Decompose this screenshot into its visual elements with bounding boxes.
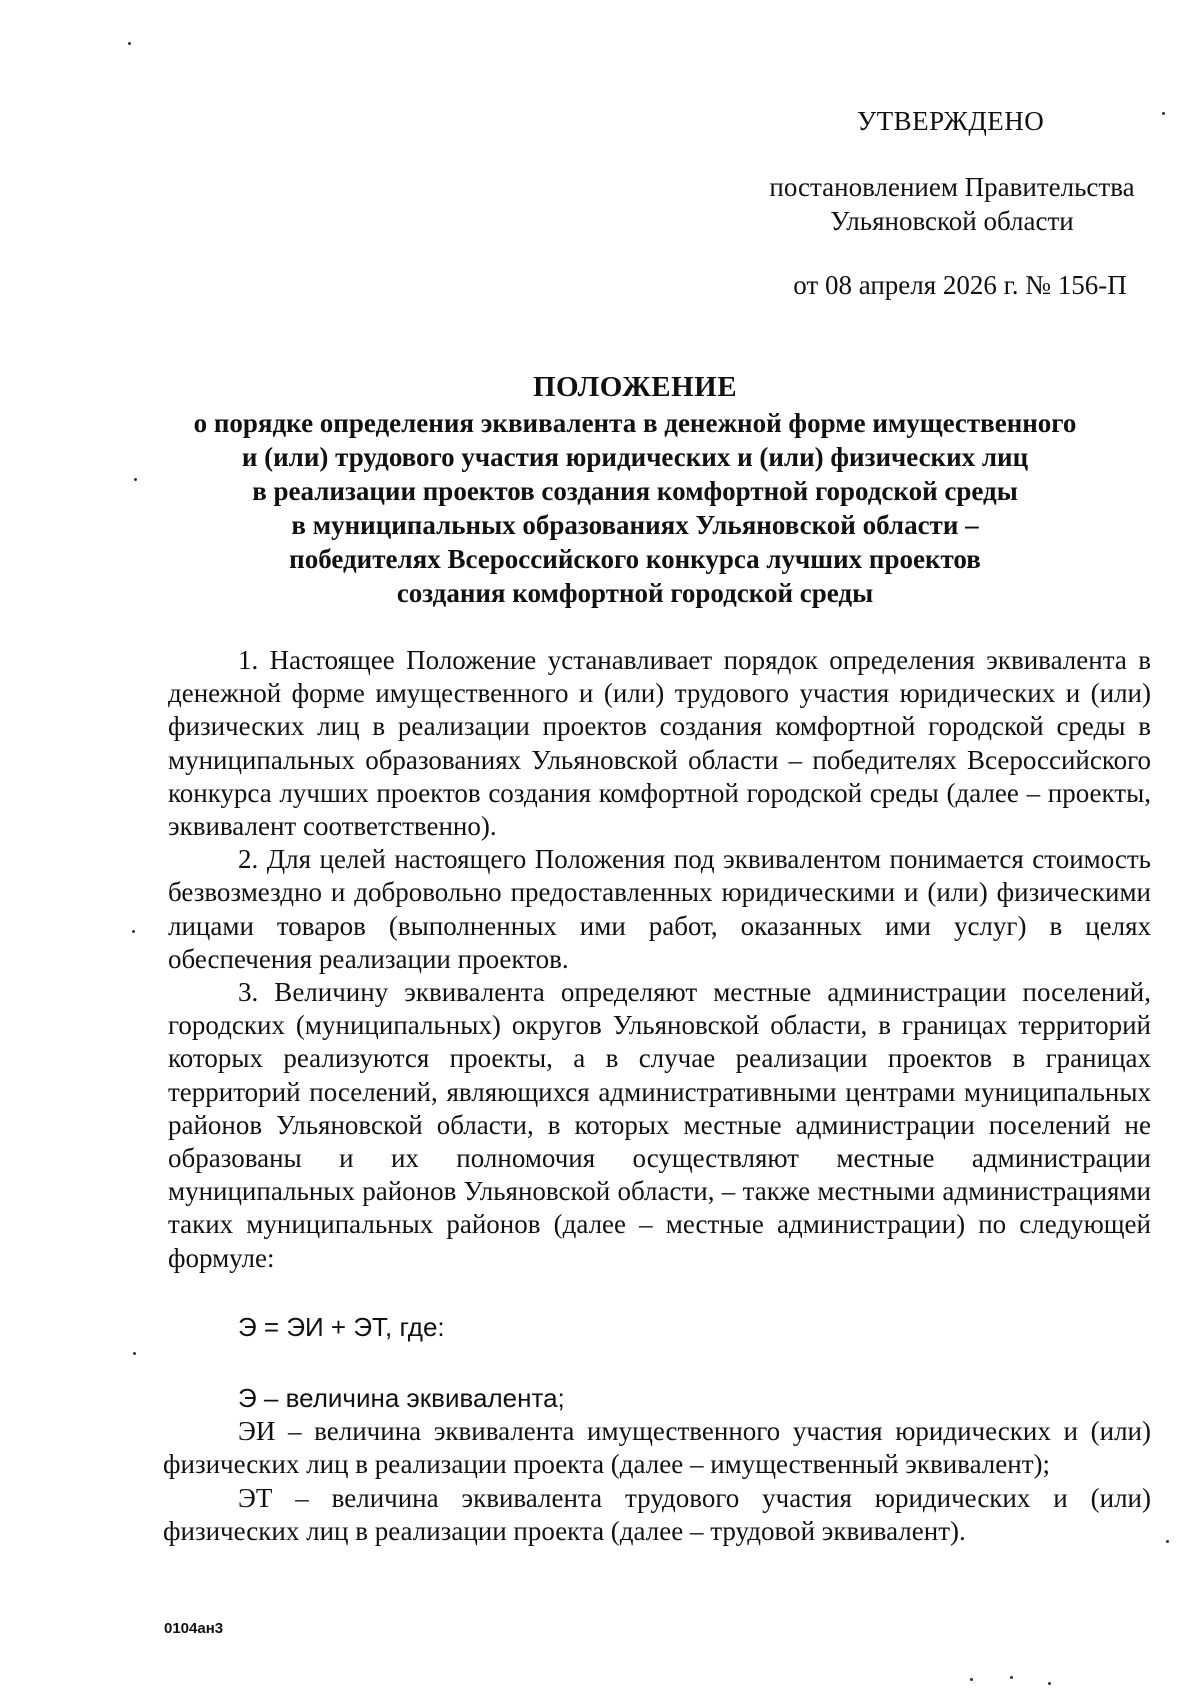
footer-code: 0104ан3 (164, 1620, 224, 1637)
document-title-line: победителях Всероссийского конкурса лучших проектов (289, 544, 981, 574)
document-title-line: и (или) трудового участия юридических и (или) физических лиц (241, 442, 1029, 472)
scan-speck (1166, 1540, 1169, 1543)
scan-speck (1162, 112, 1165, 115)
scan-speck (134, 478, 137, 481)
document-title-line: в муниципальных образованиях Ульяновской области – (291, 510, 979, 540)
scan-speck (1010, 1676, 1013, 1679)
approval-date-number: от 08 апреля 2026 г. № 156-П (793, 270, 1127, 300)
scan-speck (133, 1352, 136, 1355)
document-title-line: о порядке определения эквивалента в денежной форме имущественного (193, 408, 1077, 438)
formula: Э = ЭИ + ЭТ, где: (238, 1312, 445, 1342)
document-title-line: в реализации проектов создания комфортной городской среды (252, 476, 1018, 506)
paragraph-3: 3. Величину эквивалента определяют местные администрации поселений, городских (муниципальных) округов Ульяновской области, в границах территорий которых реализуются проекты, а в случае реализации проектов в границах территорий поселений, являющихся административными центрами муниципальных районов Ульяновской области, в которых местные администрации поселений не образованы и их полномочия осуществляют местные администрации муниципальных районов Ульяновской области, – также местными администрациями таких муниципальных районов (далее – местные администрации) по следующей формуле: (168, 977, 1151, 1273)
approval-block (752, 170, 1152, 238)
definition-e: Э – величина эквивалента; (238, 1383, 565, 1413)
definition-ei: ЭИ – величина эквивалента имущественного участия юридических и (или) физических лиц в реализации проекта (далее – имущественный эквивалент); (163, 1416, 1151, 1480)
definition-et: ЭТ – величина эквивалента трудового участия юридических и (или) физических лиц в реализации проекта (далее – трудовой эквивалент). (163, 1482, 1151, 1546)
approval-line-2: Ульяновской области (830, 206, 1074, 236)
document-title (150, 370, 1120, 610)
formula-definitions (163, 1382, 1151, 1548)
approval-stamp-title: УТВЕРЖДЕНО (857, 106, 1045, 136)
paragraph-2: 2. Для целей настоящего Положения под эквивалентом понимается стоимость безвозмездно и добровольно предоставленных юридическими и (или) физическими лицами товаров (выполненных ими работ, оказанных ими услуг) в целях обеспечения реализации проектов. (168, 844, 1151, 974)
document-title-line: создания комфортной городской среды (396, 578, 874, 608)
document-body (168, 644, 1151, 1275)
paragraph-1: 1. Настоящее Положение устанавливает порядок определения эквивалента в денежной форме имущественного и (или) трудового участия юридических и (или) физических лиц в реализации проектов создания комфортной городской среды в муниципальных образованиях Ульяновской области – победителях Всероссийского конкурса лучших проектов создания комфортной городской среды (далее – проекты, эквивалент соответственно). (168, 645, 1151, 842)
scan-speck (970, 1678, 973, 1681)
scan-speck (1048, 1682, 1051, 1685)
document-title-main: ПОЛОЖЕНИЕ (532, 371, 738, 403)
scan-speck (128, 42, 131, 45)
scan-speck (132, 930, 135, 933)
approval-line-1: постановлением Правительства (769, 172, 1135, 202)
